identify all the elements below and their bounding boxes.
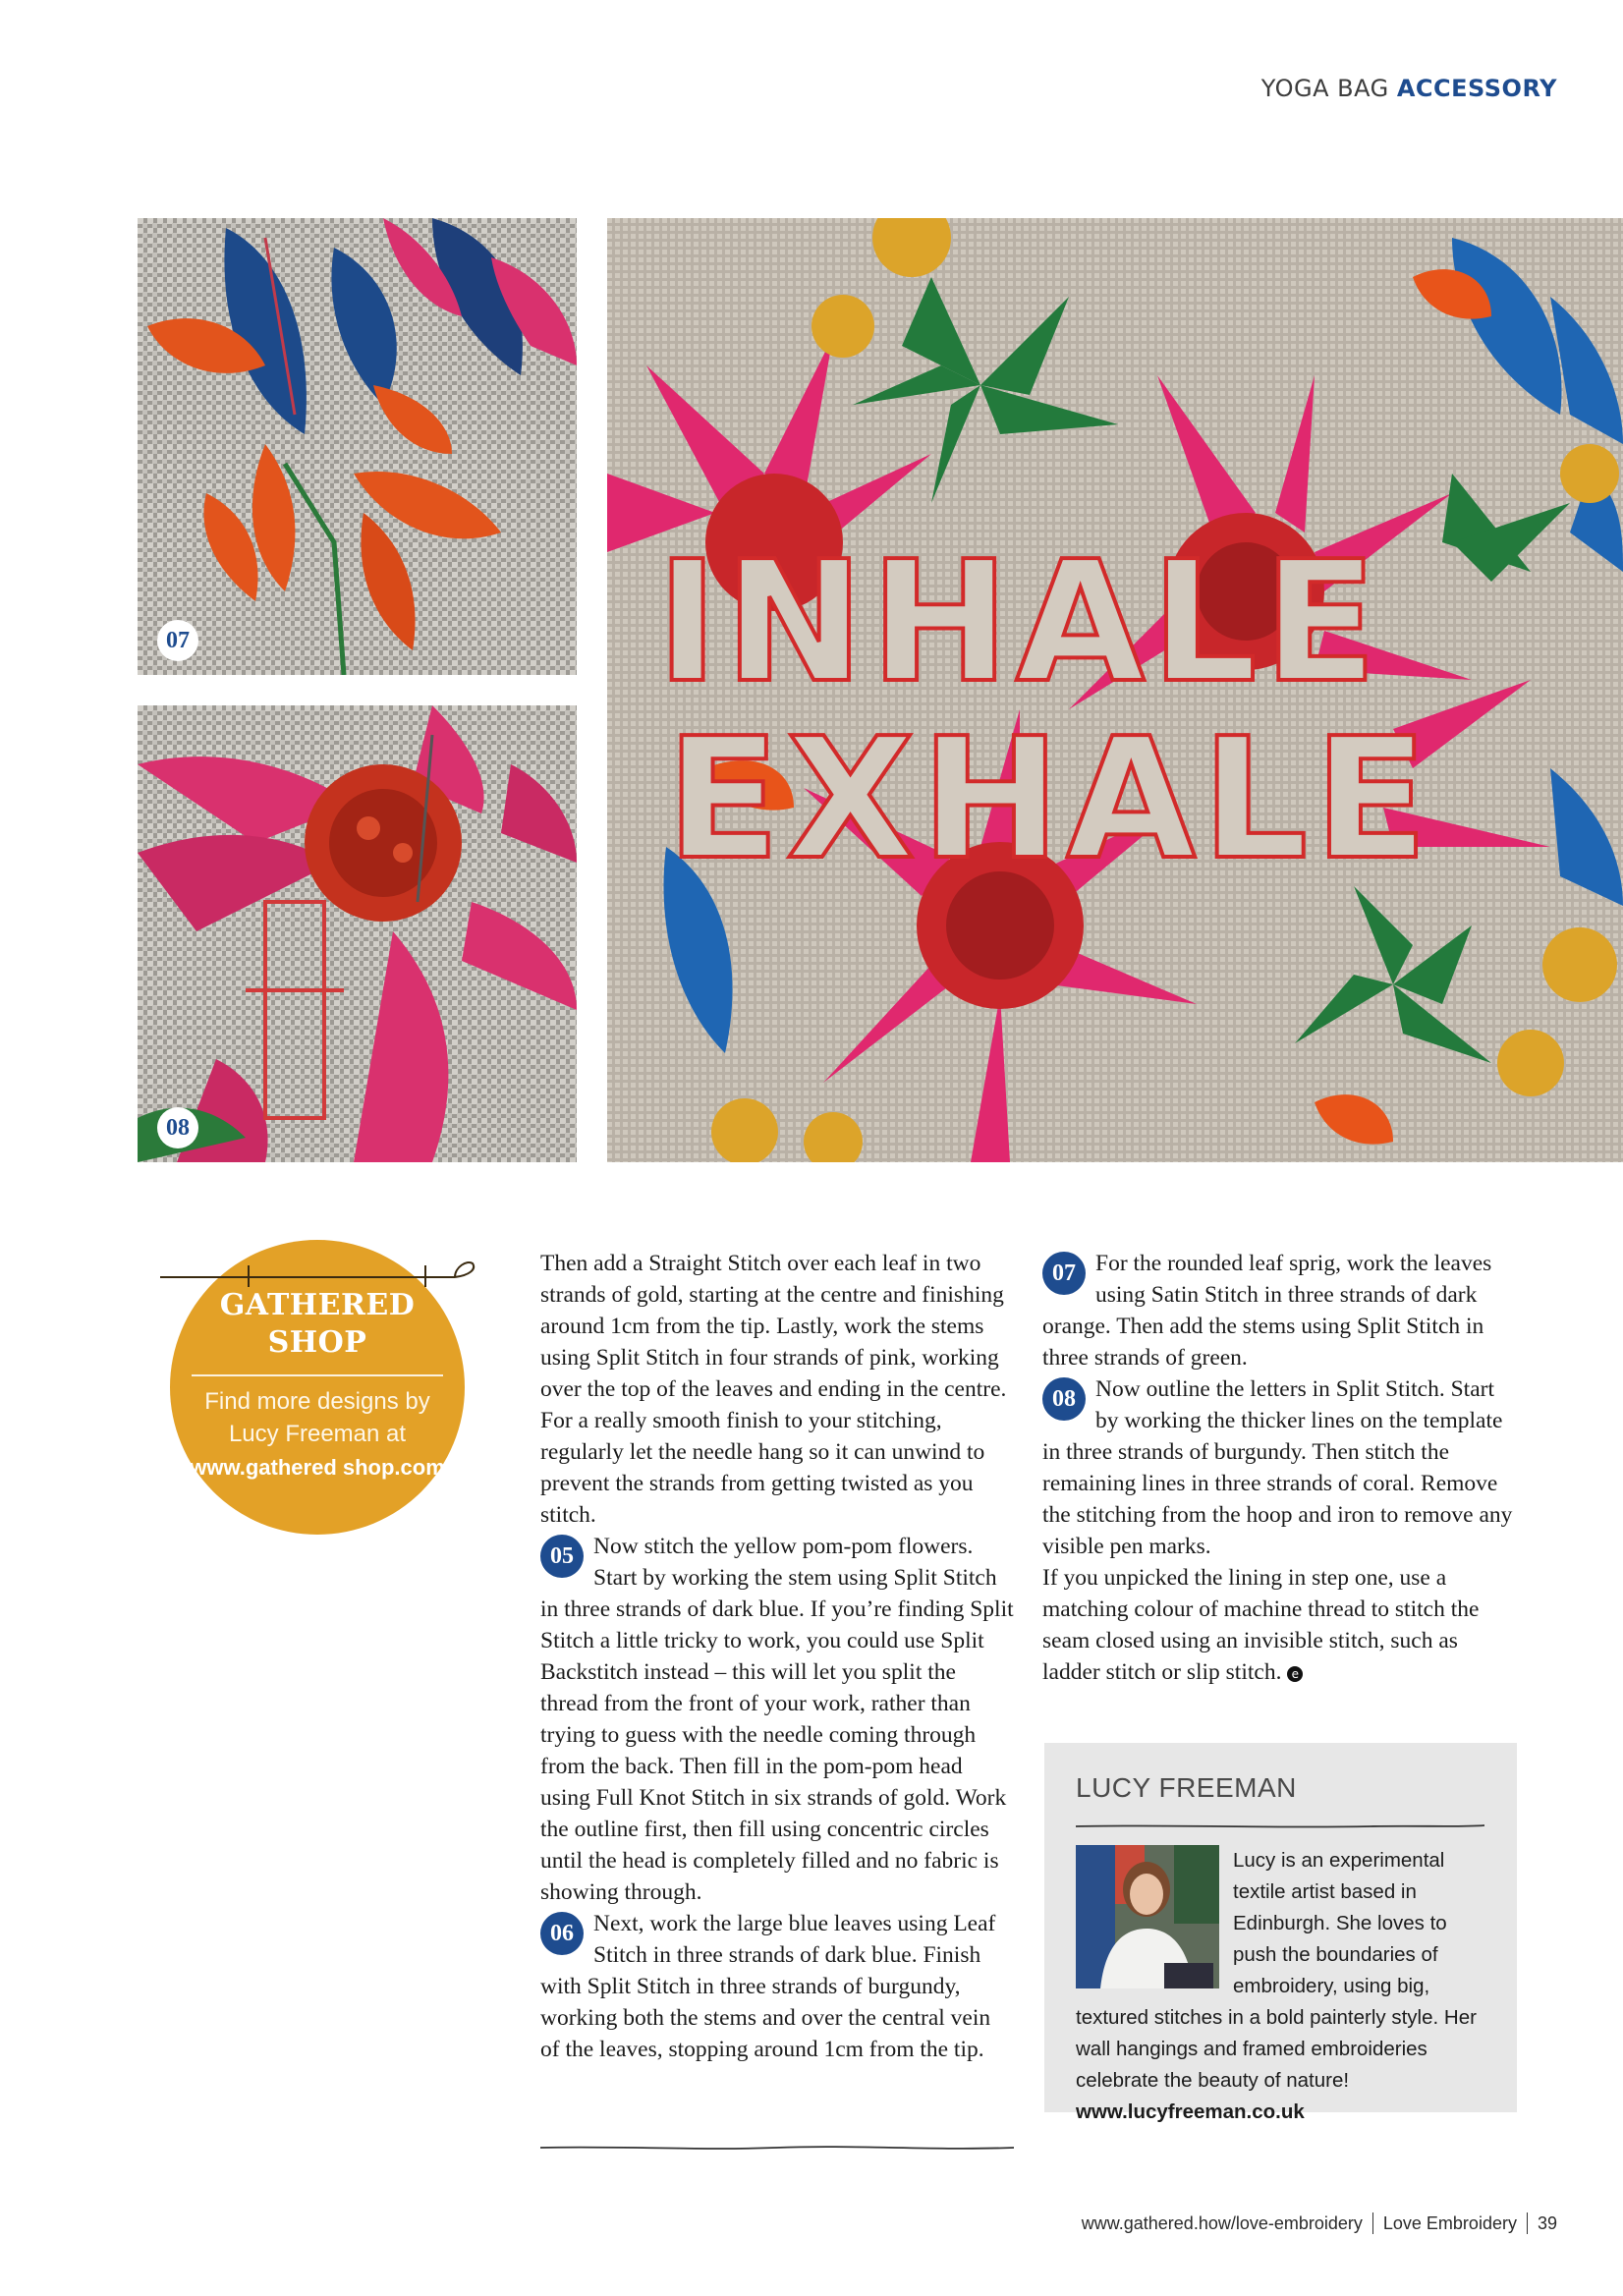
step-07-badge: 07 [157, 620, 198, 661]
step-06-number: 06 [540, 1912, 584, 1955]
gathered-shop-badge [170, 1240, 465, 1535]
shop-title-line1: GATHERED [219, 1288, 416, 1322]
designer-portrait [1076, 1845, 1219, 1988]
step-08-badge: 08 [157, 1107, 198, 1148]
needle-thread-icon [160, 1258, 484, 1287]
step-06 [540, 1908, 1014, 2065]
leaf-sprig-embroidery-image [138, 218, 577, 675]
inhale-exhale-embroidery-image [607, 218, 1623, 1162]
shop-text: Find more designs by Lucy Freeman at [204, 1388, 430, 1447]
letter-outline-embroidery-image [138, 705, 577, 1162]
bio-rule [1076, 1821, 1484, 1831]
instructions-column-1 [540, 1248, 1014, 2065]
shop-divider [192, 1374, 443, 1376]
footer-magazine: Love Embroidery [1382, 2213, 1517, 2233]
footer-separator [1527, 2212, 1528, 2234]
step-07-text: For the rounded leaf sprig, work the leaves using Satin Stitch in three strands of dark orange. Then add the stems using Split Stitch in three strands of green. [1042, 1251, 1492, 1371]
column-end-rule [540, 2142, 1014, 2156]
step-08-number: 08 [1042, 1377, 1086, 1421]
page-header [1261, 75, 1557, 102]
step-08-text: Now outline the letters in Split Stitch. Start by working the thicker lines on the template in three strands of burgundy. Then stitch the remaining lines in three strands of coral. Remove the stitching from the hoop and iron to remove any visible pen marks. [1042, 1376, 1513, 1559]
step-07-photo [138, 218, 577, 675]
word-inhale: INHALE [656, 526, 1383, 720]
outro-text: If you unpicked the lining in step one, use a matching colour of machine thread to stitch the seam closed using an invisible stitch, such as ladder stitch or slip stitch. [1042, 1565, 1480, 1685]
instructions-column-2 [1042, 1248, 1518, 1688]
section-label: YOGA BAG [1260, 75, 1389, 102]
end-mark-icon: e [1287, 1666, 1303, 1682]
bio-text: Lucy is an experimental textile artist based in Edinburgh. She loves to push the boundaries of embroidery, using big, textured stitches in a bold painterly style. Her wall hangings and framed embroideries celebrate the beauty of nature! [1076, 1849, 1477, 2092]
shop-title [170, 1287, 465, 1362]
step-05-text: Now stitch the yellow pom-pom flowers. Start by working the stem using Split Stitch in three strands of dark blue. If you’re finding Split Stitch a little tricky to work, you could use Split Backstitch instead – this will let you split the thread from the front of your work, rather than trying to guess with the needle coming through from the back. Then fill in the pom-pom head using Full Knot Stitch in six strands of gold. Work the outline first, then fill using concentric circles until the head is completely filled and no fabric is showing through. [540, 1534, 1014, 1905]
page-number: 39 [1537, 2213, 1557, 2233]
step-05-number: 05 [540, 1535, 584, 1578]
designer-name: LUCY FREEMAN [1076, 1772, 1297, 1803]
step-07 [1042, 1248, 1518, 1373]
shop-link[interactable]: www.gathered shop.com [190, 1455, 445, 1480]
footer-site-link[interactable]: www.gathered.how/love-embroidery [1081, 2213, 1363, 2233]
designer-website-link[interactable]: www.lucyfreeman.co.uk [1076, 2100, 1305, 2123]
shop-title-line2: SHOP [267, 1325, 367, 1360]
intro-paragraph: Then add a Straight Stitch over each leaf in two strands of gold, starting at the centre and finishing around 1cm from the tip. Lastly, work the stems using Split Stitch in four strands of pink, working over the top of the leaves and ending in the centre. For a really smooth finish to your stitching, regularly let the needle hang so it can unwind to prevent the strands from getting twisted as you stitch. [540, 1251, 1007, 1528]
step-07-number: 07 [1042, 1252, 1086, 1295]
step-08 [1042, 1373, 1518, 1562]
step-05 [540, 1531, 1014, 1908]
outro-paragraph [1042, 1562, 1518, 1688]
page-footer [1082, 2212, 1557, 2234]
step-06-text: Next, work the large blue leaves using Leaf Stitch in three strands of dark blue. Finish with Split Stitch in three strands of burgundy, working both the stems and over the central vein of the leaves, stopping around 1cm from the tip. [540, 1911, 996, 2062]
footer-separator [1372, 2212, 1373, 2234]
step-08-photo [138, 705, 577, 1162]
word-exhale: EXHALE [666, 702, 1434, 897]
designer-bio-box [1044, 1743, 1517, 2123]
designer-bio [1076, 1845, 1488, 2128]
category-label: ACCESSORY [1396, 75, 1557, 102]
finished-embroidery-photo [607, 218, 1623, 1162]
